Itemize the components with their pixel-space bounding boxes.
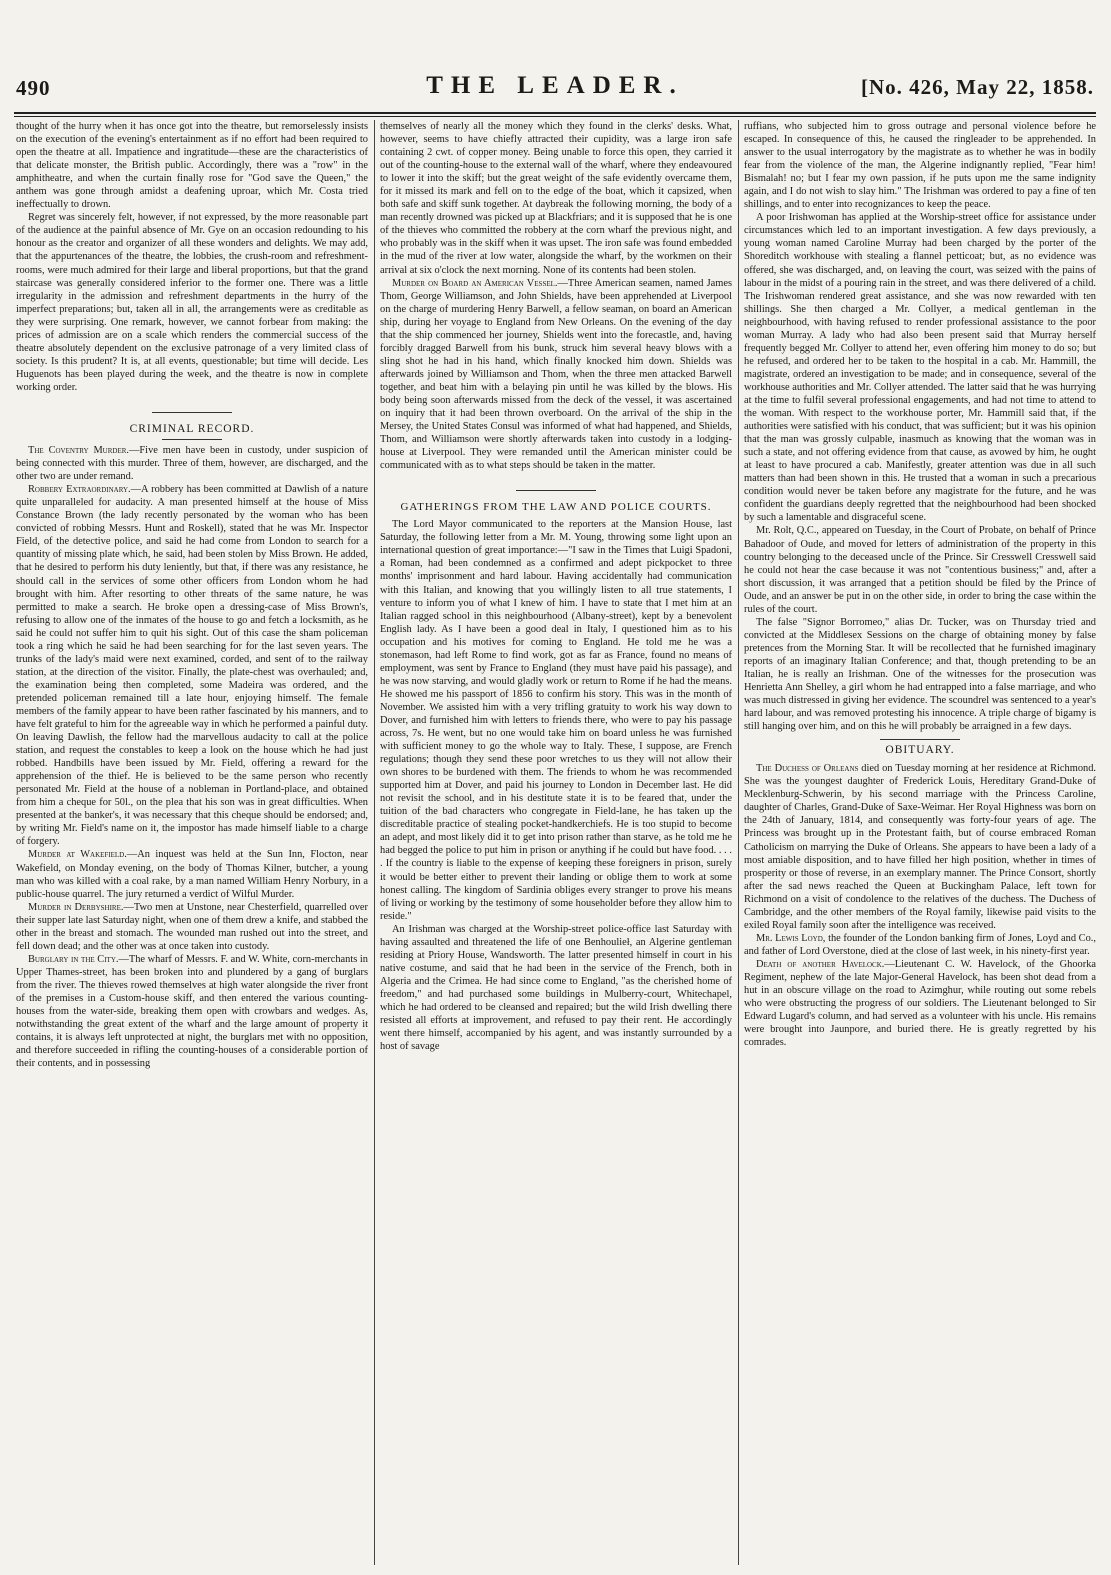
item-text: —Three American seamen, named James Thom, George Williamson, and John Shields, have been apprehended at Liverpool on the charge of murdering Henry Barwell, a fellow seaman, on board an American ship, during her voyage to England from New Orleans. On the evening of the day that the ship commenced her journey, Shields went into the forecastle, and, having forcibly dragged Barwell from his bunk, struck him several heavy blows with a sling shot he had in his hand, which finally knocked him down. Shields was afterwards joined by Williamson and Thom, when the three men attacked Barwell together, and beat him with a belaying pin until he was killed by the blows. His body being soon afterwards missed from the deck of the vessel, it was ascertained on inquiry that it had been thrown overboard. On the arrival of the ship in the Mersey, the United States Consul was informed of what had happened, and Shields, Thom, and Williamson were shortly afterwards taken into custody in a lodging-house at Liverpool. They were remanded until the American minister could be communicated with as to what steps should be taken in the matter. bbox=[380, 277, 732, 472]
masthead bbox=[14, 70, 1096, 110]
article-paragraph bbox=[380, 277, 732, 473]
column-divider-1 bbox=[374, 120, 375, 1565]
column-divider-2 bbox=[738, 120, 739, 1565]
article-paragraph bbox=[744, 958, 1096, 1049]
article-paragraph: The Lord Mayor communicated to the reporters at the Mansion House, last Saturday, the following letter from a Mr. M. Young, throwing some light upon an international question of great importance:—"I saw in the Times that Luigi Spadoni, a Roman, had been condemned as a confirmed and adept pickpocket to three months' imprisonment and hard labour. Having accidentally had communication with this Italian, and knowing that you willingly listen to all true statements, I venture to inform you of what I knew of him. I have to state that I met him at an Italian ragged school in this neighbourhood (Albany-street), kept by a benevolent English lady. As I have been a good deal in Italy, I questioned him as to his occupation and his motives for coming to England. He told me he was a stonemason, had left Rome to find work, got as far as France, found no means of employment, was sent by France to England (they must have paid his passage), and he was now starving, and would gladly work or return to Rome if he had the means. He showed me his passport of 1856 to confirm his story. This was in the month of November. We assisted him with a very trifling gratuity to work his way down to Dover, and furnished him with letters to friends there, who were to pay his passage across, 7s. He went, but no one would take him on board unless he was furnished with sufficient money to go the whole way to Italy. These, I suppose, are French regulations; though they send these poor wretches to us they will not allow their own shores to be burdened with them. The friends to whom he was recommended supported him at Dover, and paid his journey to London in December last. He did not revisit the school, and in his destitute state it is to be feared that, under the tuition of the bad characters who congregate in Field-lane, he has taken up the discreditable practice of stealing pocket-handkerchiefs. He is too stupid to become an adept, and most likely did it to get into prison rather than starve, as he told me he had begged the police to put him in prison or anything if he could but have food. . . . . If the country is liable to the expense of keeping these foreigners in prison, surely it would be better either to prevent their landing or oblige them to work at some honest calling. The kingdom of Sardinia obliges every stranger to prove his means of living or working by the testimony of some householder before they allow him to reside." bbox=[380, 519, 732, 922]
section-heading-criminal-record: CRIMINAL RECORD. bbox=[129, 422, 255, 435]
item-text: —Five men have been in custody, under suspicion of being connected with this murder. Three of them, however, are discharged, and the other two are under remand. bbox=[16, 445, 368, 483]
item-lead: Murder in Derbyshire. bbox=[28, 901, 124, 913]
issue-info: [No. 426, May 22, 1858. bbox=[861, 75, 1094, 99]
item-lead: Murder on Board an American Vessel. bbox=[392, 277, 558, 289]
item-lead: Death of another Havelock. bbox=[756, 958, 885, 970]
article-paragraph bbox=[744, 932, 1096, 958]
article-paragraph: themselves of nearly all the money which they found in the clerks' desks. What, however, seems to have chiefly attracted their cupidity, was a large iron safe containing 2 cwt. of copper money. Being unable to force this open, they carried it out of the counting-house to the external wall of the wharf, where they endeavoured to lower it into the skiff; but the great weight of the safe evidently overcame them, for it missed its mark and fell on to the edge of the boat, which it capsized, when both safe and skiff sunk together. At daybreak the following morning, the body of a man recently drowned was picked up at Blackfriars; and it is supposed that he is one of the thieves who committed the robbery at the corn wharf the previous night, and who probably was in the skiff when it was upset. The iron safe was found embedded in the mud of the river at low water, alongside the wharf, by the workmen on their arrival at six o'clock the next morning. None of its contents had been stolen. bbox=[380, 121, 732, 276]
item-text: died on Tuesday morning at her residence at Richmond. She was the youngest daughter of Frederick Louis, Hereditary Grand-Duke of Mecklenburg-Schwerin, by his second marriage with the Princess Caroline, daughter of Charles, Grand-Duke of Saxe-Weimar. Her Royal Highness was born on the 24th of January, 1814, and consequently was forty-four years of age. The Princess was brought up in the Protestant faith, but of course embraced Roman Catholicism on marrying the Duke of Orleans. She appears to have been a lady of a most amiable disposition, and to have filled her high position, whether in times of prosperity or those of reverse, in an exemplary manner. The Prince Consort, shortly after the sad news reached the Queen at Buckingham Palace, left town for Richmond on a visit of condolence to the relatives of the duchess. The Duchess of Cambridge, and the other members of the Royal family, likewise paid visits to the exiled Royal family soon after the intelligence was received. bbox=[744, 763, 1096, 931]
section-heading-obituary: OBITUARY. bbox=[885, 744, 955, 757]
item-lead: Mr. Lewis Loyd, bbox=[756, 932, 826, 944]
article-paragraph: thought of the hurry when it has once got into the theatre, but remorselessly insists on the execution of the evening's entertainment as if no effort had been required to open the theatre at all. Impatience and ingratitude—these are the characteristics of that delicate monster, the British public. Accordingly, there was a "row" in the amphitheatre, and when the curtain finally rose for "God save the Queen," the anthem was gone through amidst a deafening uproar, which Mr. Costa tried ineffectually to drown. bbox=[16, 121, 368, 211]
item-lead: Murder at Wakefield. bbox=[28, 849, 127, 861]
article-paragraph: A poor Irishwoman has applied at the Worship-street office for assistance under circumstances which led to an important investigation. A few days previously, a young woman named Caroline Murray had been charged by the porter of the Shoreditch workhouse with stealing a flannel petticoat; but, as no evidence was offered, she was discharged, and, on leaving the court, was seized with the pains of labour in the midst of a pouring rain in the street, and was there delivered of a child. The Irishwoman rendered great assistance, and she was now rewarded with ten shillings. She then charged a Mr. Collyer, a medical gentleman in the neighbourhood, with having refused to render professional assistance to the poor woman Murray. A lady who had also been present said that Murray herself frequently begged Mr. Collyer to attend her, even offering him money to do so; but he refused, and ordered her to be taken to the hospital in a cab. Mr. Hammill, the magistrate, ordered an investigation to be made; and in consequence, several of the workhouse authorities and Mr. Collyer attended. The latter said that he was hurrying at the time to fulfil several professional engagements, and had not time to attend to the woman. With respect to the workhouse porter, Mr. Hammill said that, if the authorities were satisfied with his conduct, that was sufficient; but it was his opinion that the man was grossly culpable, inasmuch as knowing that the woman was in such a state, and not offering evidence from that cause, as avowed by him, he ought at least to have procured a cab. Manifestly, greater attention was due in all such matters than had been shown in this. He trusted that a woman in such a precarious condition would never be taken before any magistrate for the future, and he was confident the guardians deeply regretted that the neighbourhood had been shocked by such a lamentable and disgraceful scene. bbox=[744, 212, 1096, 524]
item-text: —The wharf of Messrs. F. and W. White, corn-merchants in Upper Thames-street, has been broken into and plundered by a gang of burglars from the river. The thieves rowed themselves at high water alongside the river front of the premises in a Custom-house skiff, and then entered the various counting-houses from the water-side, breaking them open with crowbars and wedges. As, notwithstanding the great extent of the wharf and the large amount of property it contains, it is always left unprotected at night, the burglars met with no opposition, and therefore succeeded in rifling the counting-houses of a considerable portion of their contents, and in possessing bbox=[16, 953, 368, 1070]
section-rule bbox=[162, 439, 222, 440]
item-lead: Burglary in the City. bbox=[28, 953, 119, 965]
section-rule bbox=[880, 739, 960, 740]
article-paragraph bbox=[16, 901, 368, 953]
article-paragraph: Mr. Rolt, Q.C., appeared on Tuesday, in the Court of Probate, on behalf of Prince Bahadoor of Oude, and moved for letters of administration of the property in this country belonging to the deceased uncle of the Prince. Sir Cresswell Cresswell said he could not hear the case because it was not "contentious business;" and, after a short discussion, it was arranged that a petition should be filed by the Prince of Oude, and an answer be put in on the other side, in order to bring the case within the rules of the court. bbox=[744, 525, 1096, 615]
article-paragraph: An Irishman was charged at the Worship-street police-office last Saturday with having assaulted and threatened the life of one Benhoulieł, an Algerine gentleman residing at Priory House, Wandsworth. The latter presented himself in court in his native costume, and said that he had been in the service of the French, both in Algeria and the Crimea. He had since come to England, "as the cherished home of freedom," and had purchased some buildings in Mulberry-court, Whitechapel, which he had ordered to be cleansed and repaired; but the wild Irish dwelling there resisted all efforts at improvement, and refused to pay their rent. He accordingly went there himself, accompanied by his agent, and was instantly surrounded by a host of savage bbox=[380, 923, 732, 1053]
section-rule bbox=[516, 490, 596, 491]
item-text: —Lieutenant C. W. Havelock, of the Ghoorka Regiment, nephew of the late Major-General Havelock, has been shot dead from a hut in an obscure village on the road to Azimghur, while routing out some rebels who were obstructing the progress of our soldiers. The Lieutenant belonged to Sir Edward Lugard's column, and had served as a volunteer with his uncle. His remains were brought into Jaunpore, and buried there. He is greatly regretted by his comrades. bbox=[744, 958, 1096, 1049]
article-paragraph bbox=[16, 444, 368, 483]
item-text: the founder of the London banking firm of Jones, Loyd and Co., and father of Lord Overstone, died at the close of last week, in his ninety-first year. bbox=[744, 932, 1096, 957]
article-paragraph bbox=[16, 953, 368, 1070]
item-lead: Robbery Extraordinary. bbox=[28, 484, 131, 496]
newspaper-title: THE LEADER. bbox=[426, 72, 684, 99]
masthead-rule bbox=[14, 112, 1096, 114]
section-heading-law-and-police: GATHERINGS FROM THE LAW AND POLICE COURTS. bbox=[400, 501, 712, 514]
column-2 bbox=[380, 120, 732, 1569]
item-text: —Two men at Unstone, near Chesterfield, quarrelled over their supper late last Saturday night, when one of them drew a knife, and stabbed the other in the breast and stomach. The wounded man rushed out into the street, and fell down dead; and the other was at once taken into custody. bbox=[16, 901, 368, 952]
item-text: —An inquest was held at the Sun Inn, Flocton, near Wakefield, on Monday evening, on the body of Thomas Kilner, butcher, a young man who was killed with a coal rake, by a man named William Henry Norbury, in a public-house quarrel. The jury returned a verdict of Wilful Murder. bbox=[16, 849, 368, 900]
article-paragraph: The false "Signor Borromeo," alias Dr. Tucker, was on Thursday tried and convicted at the Middlesex Sessions on the charge of obtaining money by false pretences from the Morning Star. It will be recollected that he furnished imaginary reports of an imaginary Italian Conference; and that, though pretending to be an Italian, he is really an Irishman. One of the witnesses for the prosecution was Henrietta Ann Shelley, a girl whom he had entrapped into a false marriage, and who was much distressed in giving her evidence. The scoundrel was sentenced to a year's hard labour, and was removed protesting his innocence. A triple charge of bigamy is still hanging over him, and on this he will probably be arraigned in a few days. bbox=[744, 616, 1096, 733]
article-paragraph: Regret was sincerely felt, however, if not expressed, by the more reasonable part of the audience at the painful absence of Mr. Gye on an occasion redounding to his honour as the creator and organizer of all these wonders and delights. We may add, that the appurtenances of the theatre, the lobbies, the crush-room and refreshment-rooms, were much admired for their large and liberal proportions, but that the grand staircase was generally considered inferior to the former one. There was a little irregularity in the admission and refreshment departments in the hurry of the imperfect preparations; but, taken all in all, the arrangements were as creditable as they were surprising. One remark, however, we cannot forbear from making: the prices of admission are on a scale which renders the commercial success of the theatre absolutely dependent on the exclusive patronage of a very limited class of society. Is this prudent? It is, at all events, questionable; but time will decide. Les Huguenots has been played during the week, and the theatre is now in complete working order. bbox=[16, 212, 368, 393]
item-text: —A robbery has been committed at Dawlish of a nature quite unparalleled for audacity. A man presented himself at the house of Miss Constance Brown (the lady recently personated by the woman who has been convicted of robbing Messrs. Hunt and Roskell), stated that he was Mr. Inspector Field, of the detective police, and said he had come from London to search for a quantity of missing plate which, he said, had been stolen by Miss Brown. He added, that he desired to perform his duty leniently, but that, if there was any resistance, he should call in the services of some other officers from London whom he had brought with him. After resorting to other threats of the same nature, he was permitted to make a search. He broke open a dressing-case of Miss Brown's, refusing to allow one of the inmates of the house to go and fetch a locksmith, as he said he could not suffer him to quit his sight. Out of this case the sham policeman took a ring which he said he had been searching for for the last seven years. The trunks of the lady's maid were next examined, corded, and sent of to the railway station, at the direction of the visitor. Finally, the plate-chest was overhauled; and, the examination being then completed, some Madeira was ordered, and the pretended policeman remained till a late hour, enjoying himself. The female members of the family appear to have been rather fascinated by his manners, and to have felt grateful to him for the agreeable way in which he performed a painful duty. On leaving Dawlish, the fellow had the marvellous audacity to call at the police station, and request the constables to keep a look on the house which he had just robbed. Handbills have been issued by Mr. Field, offering a reward for the apprehension of the thief. He is believed to be the same person who recently personated Mr. Field at the house of a nobleman in Portland-place, and obtained from him a cheque for 50l., on the plea that his son was in great difficulties. When presented at the banker's, it was necessary that this cheque should be endorsed; and, by writing Mr. Field's name on it, the impostor has made himself liable to a charge of forgery. bbox=[16, 484, 368, 848]
item-lead: The Duchess of Orleans bbox=[756, 763, 859, 775]
column-3 bbox=[744, 120, 1096, 1569]
section-rule bbox=[152, 412, 232, 413]
page-number: 490 bbox=[16, 76, 51, 100]
article-paragraph bbox=[16, 848, 368, 900]
column-1 bbox=[16, 120, 368, 1569]
article-paragraph bbox=[16, 483, 368, 848]
item-lead: The Coventry Murder. bbox=[28, 445, 130, 457]
masthead-rule-thin bbox=[14, 116, 1096, 117]
article-paragraph: ruffians, who subjected him to gross outrage and personal violence before he escaped. In consequence of this, he caused the ringleader to be apprehended. In answer to the usual interrogatory by the magistrate as to whether he was in bodily fear from the violence of the man, the Algerine indignantly replied, "Fear him! Bismalah! no; but I fear my own passion, if he puts upon me the same indignity again, and I do not wish to slay him." The Irishman was ordered to pay a fine of ten shillings, and to enter into recognizances to keep the peace. bbox=[744, 121, 1096, 211]
article-paragraph bbox=[744, 762, 1096, 932]
